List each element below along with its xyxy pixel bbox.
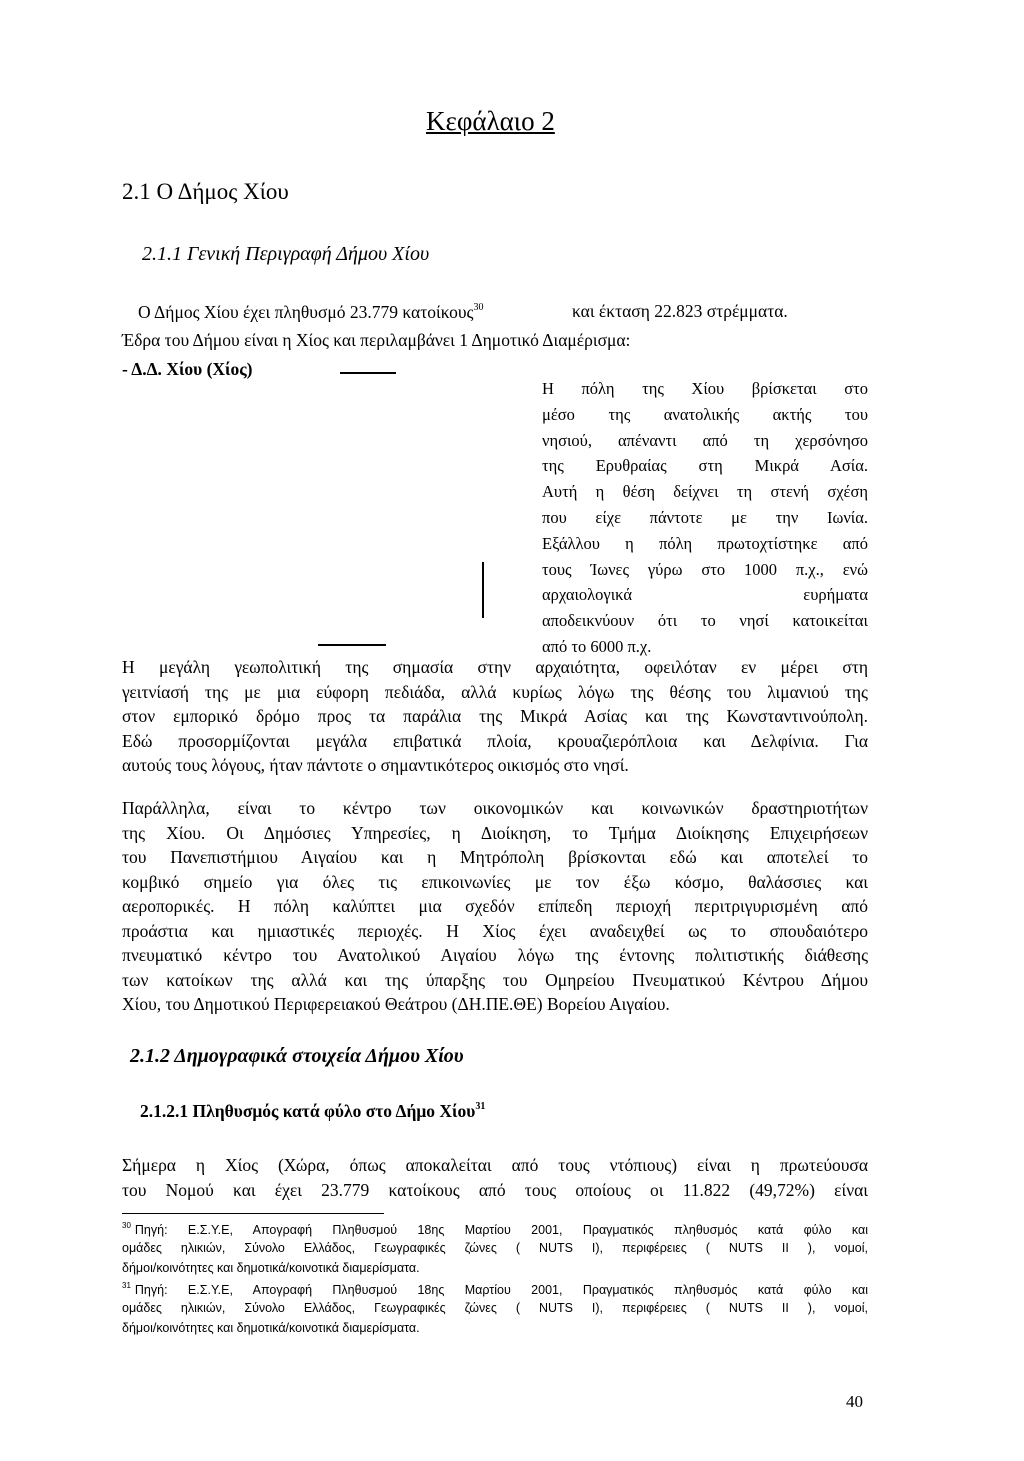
subsection-heading-population [140, 1102, 485, 1121]
side-text-line: Η πόλη της Χίου βρίσκεται στο [542, 379, 868, 398]
subsection-heading-demographics: 2.1.2 Δημογραφικά στοιχεία Δήμου Χίου [130, 1045, 464, 1067]
para2-line: της Χίου. Οι Δημόσιες Υπηρεσίες, η Διοίκηση, το Τμήμα Διοίκησης Επιχειρήσεων [122, 822, 868, 843]
chapter-heading: Κεφάλαιο 2 [426, 106, 555, 136]
page-number: 40 [846, 1392, 863, 1411]
footnote-line: δήμοι/κοινότητες και δημοτικά/κοινοτικά διαμερίσματα. [122, 1321, 420, 1335]
footnote-line [122, 1222, 868, 1242]
footnote-ref-30: 30 [473, 302, 484, 313]
para2-line: προάστια και ημιαστικές περιοχές. Η Χίος έχει αναδειχθεί ως το σπουδαιότερο [122, 920, 868, 941]
paragraph-1 [122, 659, 868, 782]
image-mark-vertical [482, 562, 484, 618]
footnote-separator [122, 1213, 384, 1214]
side-text-line: τους Ίωνες γύρω στο 1000 π.χ., ενώ [542, 559, 868, 579]
side-text-line: Αυτή η θέση δείχνει τη στενή σχέση [542, 482, 868, 502]
side-text-line: μέσο της ανατολικής ακτής του [542, 404, 868, 424]
image-placeholder [326, 368, 536, 648]
side-text-line: της Ερυθραίας στη Μικρά Ασία. [542, 456, 868, 476]
footnote-ref-31: 31 [475, 1101, 486, 1112]
intro-line-1-end: και έκταση 22.823 στρέμματα. [572, 301, 788, 321]
footnote-number: 31 [122, 1281, 131, 1290]
paragraph-3 [122, 1157, 868, 1206]
image-mark-top [340, 372, 396, 374]
footnote-line [122, 1282, 868, 1302]
para2-line: αεροπορικές. Η πόλη καλύπτει μια σχεδόν επίπεδη περιοχή περιτριγυρισμένη από [122, 896, 868, 916]
footnote-text: Πηγή: Ε.Σ.Υ.Ε, Απογραφή Πληθυσμού 18ης Μαρτίου 2001, Πραγματικός πληθυσμός κατά φύλο και [134, 1283, 868, 1297]
para1-line: στον εμπορικό δρόμο προς τα παράλια της Μικρά Ασίας και της Κωνσταντινούπολη. [122, 706, 868, 726]
para2-line: του Πανεπιστήμιου Αιγαίου και η Μητρόπολη βρίσκονται εδώ και αποτελεί το [122, 847, 868, 867]
subsection-heading-general: 2.1.1 Γενική Περιγραφή Δήμου Χίου [142, 243, 430, 265]
side-text-line: από το 6000 π.χ. [542, 636, 652, 656]
footnote-text: Πηγή: Ε.Σ.Υ.Ε, Απογραφή Πληθυσμού 18ης Μαρτίου 2001, Πραγματικός πληθυσμός κατά φύλο και [134, 1223, 868, 1237]
para2-line: Χίου, του Δημοτικού Περιφερειακού Θεάτρου (ΔΗ.ΠΕ.ΘΕ) Βορείου Αιγαίου. [122, 994, 670, 1014]
side-text-line: που είχε πάντοτε με την Ιωνία. [542, 507, 868, 527]
para2-line: πνευματικό κέντρο του Ανατολικού Αιγαίου λόγω της έντονης πολιτιστικής διάθεσης [122, 945, 868, 965]
para2-line: των κατοίκων της αλλά και της ύπαρξης του Ομηρείου Πνευματικού Κέντρου Δήμου [122, 969, 868, 990]
section-heading: 2.1 Ο Δήμος Χίου [122, 179, 289, 204]
para1-line: Εδώ προσορμίζονται μεγάλα επιβατικά πλοία, κρουαζιερόπλοια και Δελφίνια. Για [122, 730, 868, 751]
footnote-line: ομάδες ηλικιών, Σύνολο Ελλάδος, Γεωγραφικές ζώνες ( NUTS I), περιφέρειες ( NUTS II ), νομοί, [122, 1301, 868, 1315]
intro-line-1-text: Ο Δήμος Χίου έχει πληθυσμό 23.779 κατοίκους [138, 302, 474, 322]
image-mark-bottom [318, 644, 386, 646]
side-text-line: αρχαιολογικά ευρήματα [542, 585, 868, 605]
para2-line: κομβικό σημείο για όλες τις επικοινωνίες με τον έξω κόσμο, θαλάσσιες και [122, 871, 868, 892]
intro-line-3: - Δ.Δ. Χίου (Χίος) [122, 359, 253, 379]
paragraph-2 [122, 800, 868, 1021]
footnote-line: δήμοι/κοινότητες και δημοτικά/κοινοτικά διαμερίσματα. [122, 1261, 420, 1275]
footnote-number: 30 [122, 1221, 131, 1230]
intro-line-2: Έδρα του Δήμου είναι η Χίος και περιλαμβάνει 1 Δημοτικό Διαμέρισμα: [122, 330, 631, 350]
para1-line: γειτνίασή της με μια εύφορη πεδιάδα, αλλά κυρίως λόγω της θέσης του λιμανιού της [122, 681, 868, 702]
side-text-block [542, 381, 868, 665]
subsection-heading-population-text: 2.1.2.1 Πληθυσμός κατά φύλο στο Δήμο Χίου [140, 1101, 476, 1121]
para2-line: Παράλληλα, είναι το κέντρο των οικονομικών και κοινωνικών δραστηριοτήτων [122, 798, 868, 818]
footnotes [122, 1222, 868, 1342]
intro-line-1 [138, 303, 483, 322]
para3-line: του Νομού και έχει 23.779 κατοίκους από τους οποίους οι 11.822 (49,72%) είναι [122, 1179, 868, 1200]
side-text-line: Εξάλλου η πόλη πρωτοχτίστηκε από [542, 533, 868, 553]
para1-line: αυτούς τους λόγους, ήταν πάντοτε ο σημαντικότερος οικισμός στο νησί. [122, 755, 629, 775]
para3-line: Σήμερα η Χίος (Χώρα, όπως αποκαλείται από τους ντόπιους) είναι η πρωτεύουσα [122, 1155, 868, 1175]
side-text-line: αποδεικνύουν ότι το νησί κατοικείται [542, 611, 868, 631]
footnote-line: ομάδες ηλικιών, Σύνολο Ελλάδος, Γεωγραφικές ζώνες ( NUTS I), περιφέρειες ( NUTS II ), νομοί, [122, 1241, 868, 1255]
para1-line: Η μεγάλη γεωπολιτική της σημασία στην αρχαιότητα, οφειλόταν εν μέρει στη [122, 657, 868, 677]
side-text-line: νησιού, απέναντι από τη χερσόνησο [542, 430, 868, 450]
